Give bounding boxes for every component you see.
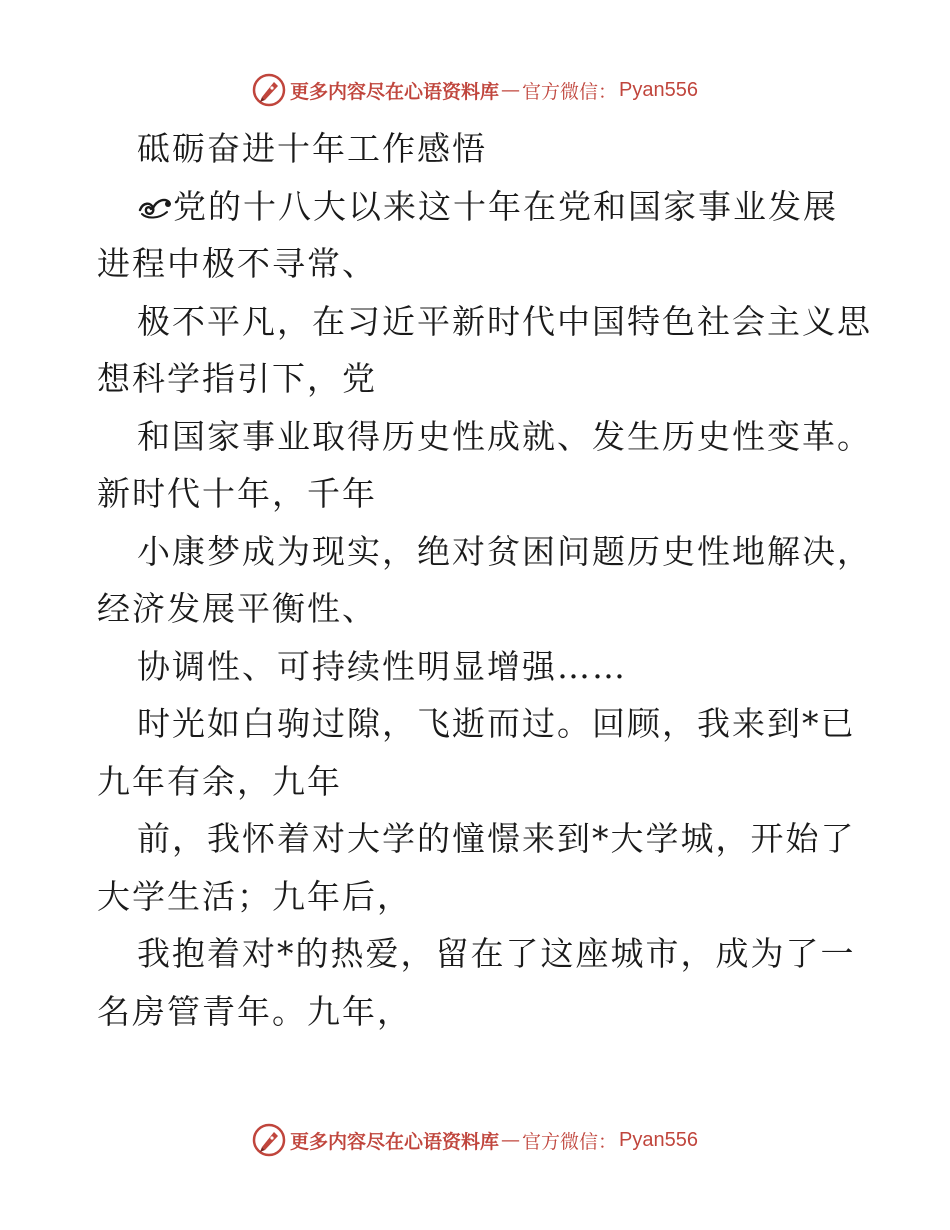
paragraph-line: 和国家事业取得历史性成就、发生历史性变革。 [137, 416, 872, 456]
paragraph-line: 新时代十年，千年 [97, 474, 377, 513]
site-text: 更多内容尽在心语资料库 [290, 80, 500, 103]
wechat-label: 官方微信： [522, 1130, 618, 1153]
paragraph-text: 党的十八大以来这十年在党和国家事业发展 [173, 186, 838, 226]
footer-banner [0, 1120, 950, 1160]
paragraph-line: 极不平凡，在习近平新时代中国特色社会主义思 [137, 301, 872, 341]
header-banner [0, 70, 950, 110]
paragraph-line: 时光如白驹过隙，飞逝而过。回顾，我来到*已 [137, 704, 856, 743]
pen-nib-logo-icon [252, 1123, 286, 1157]
paragraph-line: 九年有余，九年 [97, 761, 342, 801]
paragraph-line: 前，我怀着对大学的憧憬来到*大学城，开始了 [137, 819, 856, 858]
paragraph-line: 协调性、可持续性明显增强…… [137, 646, 627, 686]
paragraph-line: 想科学指引下，党 [97, 359, 377, 398]
site-text: 更多内容尽在心语资料库 [290, 1130, 500, 1153]
paragraph-line [97, 178, 857, 236]
paragraph-line: 大学生活；九年后， [97, 876, 412, 916]
paragraph-line: 进程中极不寻常、 [97, 244, 377, 283]
wechat-id: Pyan556 [619, 1128, 698, 1151]
paragraph-line: 小康梦成为现实，绝对贫困问题历史性地解决， [137, 531, 872, 571]
separator-dash: — [501, 1129, 521, 1151]
flourish-icon [137, 192, 173, 222]
wechat-label: 官方微信： [522, 80, 618, 103]
paragraph-line: 经济发展平衡性、 [97, 589, 377, 628]
paragraph-line: 我抱着对*的热爱，留在了这座城市，成为了一 [137, 934, 856, 973]
paragraph-line: 名房管青年。九年， [97, 991, 412, 1031]
document-title: 砥砺奋进十年工作感悟 [137, 129, 487, 168]
wechat-id: Pyan556 [619, 78, 698, 101]
pen-nib-logo-icon [252, 73, 286, 107]
document-body [97, 120, 872, 1040]
separator-dash: — [501, 79, 521, 101]
